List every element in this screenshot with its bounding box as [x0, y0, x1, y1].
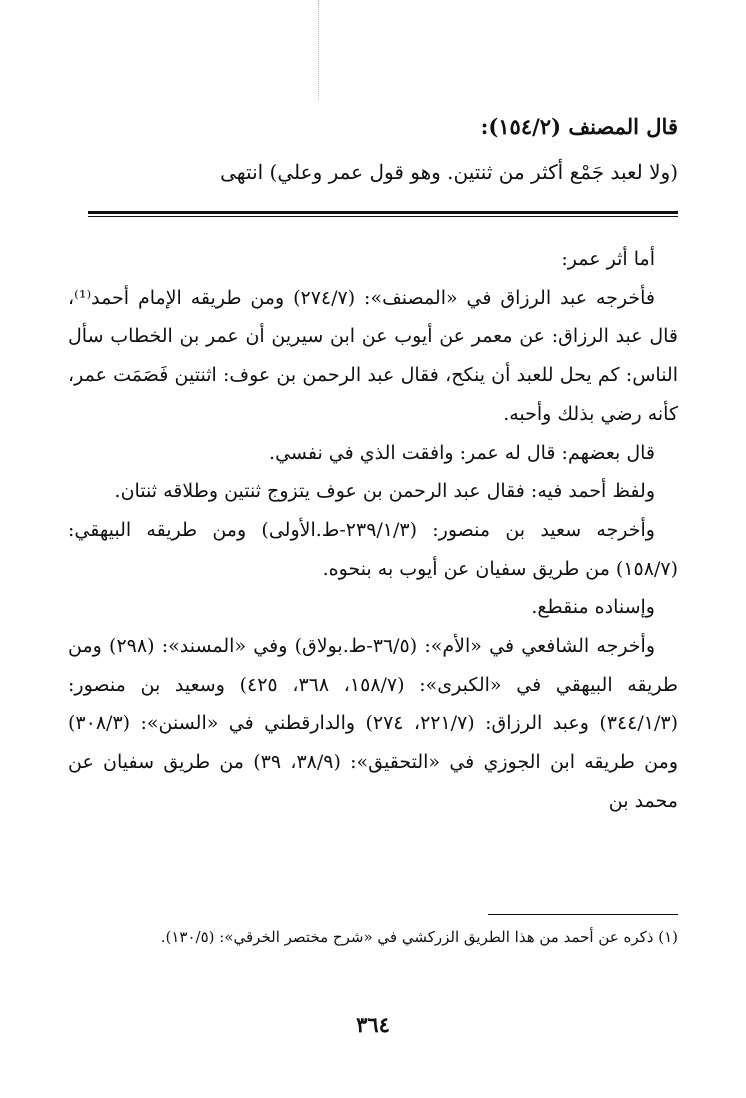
paragraph: وأخرجه الشافعي في «الأم»: (٣٦/٥-ط.بولاق) وفي «المسند»: (٢٩٨) ومن طريقه البيهقي في «الكبرى»: (١٥٨/٧، ٣٦٨، ٤٢٥) وسعيد بن منصور: (٣٤٤/١/٣) وعبد الرزاق: (٢٢١/٧، ٢٧٤) والدارقطني في «السنن»: (٣٠٨/٣) ومن طريقه ابن الجوزي في «التحقيق»: (٣٨/٩، ٣٩) من طريق سفيان عن محمد بن	[68, 635, 679, 812]
footnote: (١) ذكره عن أحمد من هذا الطريق الزركشي في «شرح مختصر الخرقي»: (١٣٠/٥).	[160, 928, 678, 946]
paragraph: وأخرجه سعيد بن منصور: (٢٣٩/١/٣-ط.الأولى) ومن طريقه البيهقي: (١٥٨/٧) من طريق سفيان عن أيوب به بنحوه.	[68, 518, 678, 580]
footnote-divider	[488, 914, 678, 915]
scan-artifact-dotted-line	[318, 0, 319, 100]
paragraph: أما أثر عمر:	[561, 248, 655, 270]
section-heading: قال المصنف (١٥٤/٢):	[480, 114, 678, 139]
paragraph: فأخرجه عبد الرزاق في «المصنف»: (٢٧٤/٧) ومن طريقه الإمام أحمد⁽¹⁾، قال عبد الرزاق: عن معمر عن أيوب عن ابن سيرين أن عمر بن الخطاب سأل الناس: كم يحل للعبد أن ينكح، فقال عبد الرحمن بن عوف: اثنتين فَصَمَت عمر، كأنه رضي بذلك وأحبه.	[68, 286, 678, 425]
paragraph: قال بعضهم: قال له عمر: وافقت الذي في نفسي.	[269, 441, 655, 464]
heading-divider-thin	[88, 216, 678, 217]
body-text	[68, 240, 678, 821]
quoted-text: (ولا لعبد جَمْع أكثر من ثنتين. وهو قول عمر وعلي) انتهى	[220, 160, 678, 184]
heading-divider-thick	[88, 211, 678, 214]
paragraph: ولفظ أحمد فيه: فقال عبد الرحمن بن عوف يتزوج ثنتين وطلاقه ثنتان.	[114, 480, 655, 503]
paragraph: وإسناده منقطع.	[531, 596, 655, 619]
page-number: ٣٦٤	[356, 1012, 390, 1037]
